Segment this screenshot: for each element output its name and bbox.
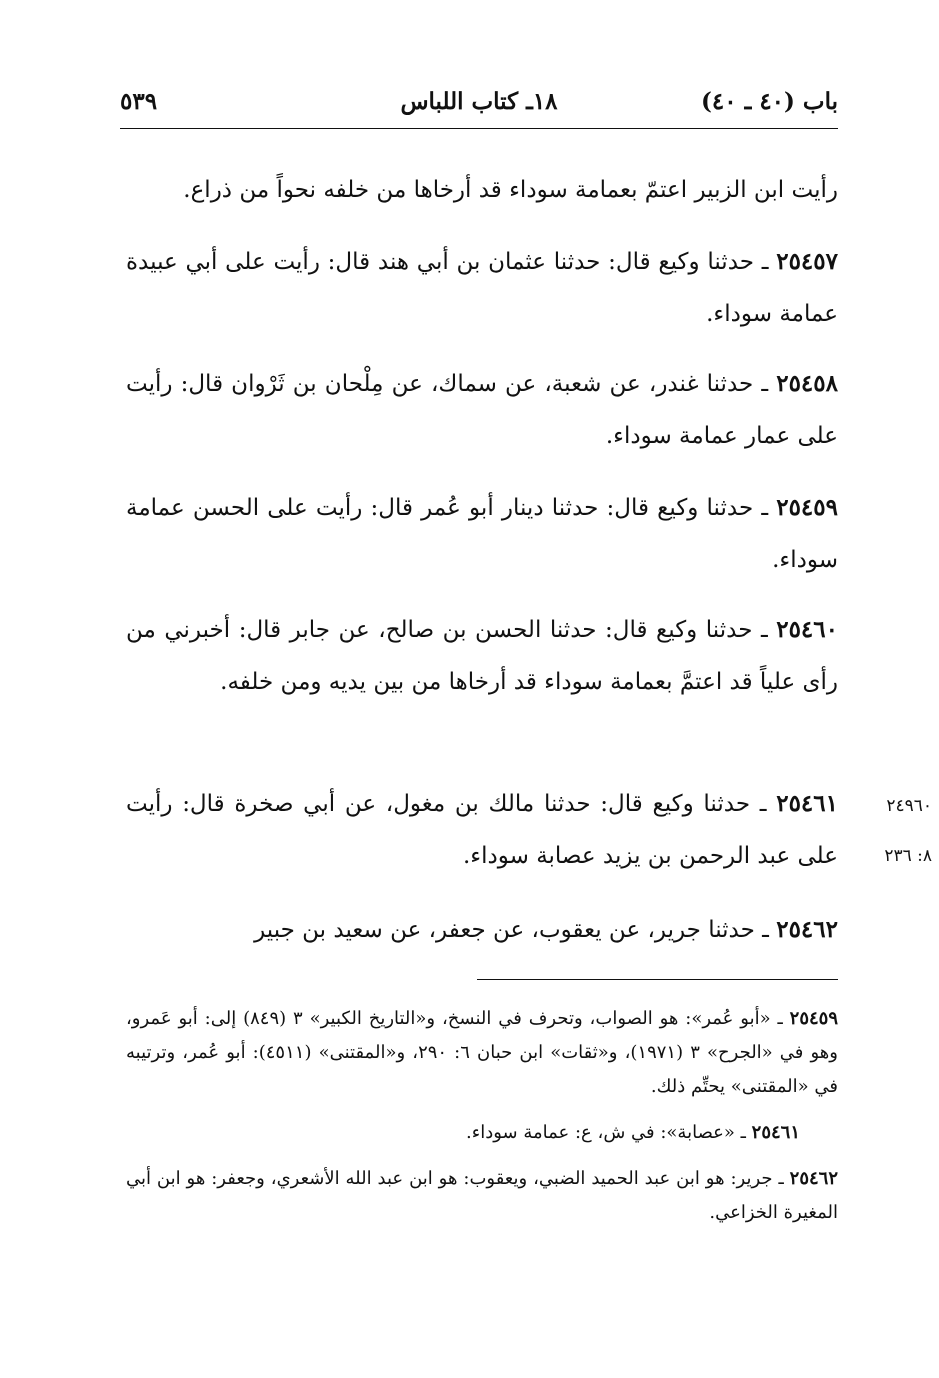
hadith-25458 (126, 358, 838, 462)
hadith-number: ٢٥٤٦١ (776, 790, 838, 817)
paragraph-text: رأيت ابن الزبير اعتمّ بعمامة سوداء قد أرخاها من خلفه نحواً من ذراع. (183, 177, 838, 203)
footnotes (126, 1002, 838, 1242)
margin-reference-number: ٢٤٩٦٠ (886, 796, 932, 816)
hadith-number: ٢٥٤٥٨ (776, 370, 838, 397)
footnote-25459 (126, 1002, 838, 1104)
hadith-text: ـ حدثنا غندر، عن شعبة، عن سماك، عن مِلْحان بن ثَرْوان قال: رأيت على عمار عمامة سوداء. (126, 371, 838, 449)
page-header (120, 84, 838, 124)
hadith-25460 (126, 604, 838, 708)
footnote-divider (477, 979, 838, 980)
hadith-25461 (126, 778, 838, 882)
footnote-25461 (126, 1116, 838, 1150)
hadith-text: ـ حدثنا وكيع قال: حدثنا مالك بن مغول، عن أبي صخرة قال: رأيت على عبد الرحمن بن يزيد عصابة سوداء. (126, 791, 838, 869)
header-divider (120, 128, 838, 129)
hadith-number: ٢٥٤٦٠ (776, 616, 838, 643)
paragraph-continuation (126, 164, 838, 216)
hadith-number: ٢٥٤٦٢ (776, 916, 838, 943)
hadith-number: ٢٥٤٥٩ (776, 494, 838, 521)
hadith-number: ٢٥٤٥٧ (776, 248, 838, 275)
footnote-text: ـ «عصابة»: في ش، ع: عمامة سوداء. (466, 1122, 752, 1143)
hadith-text: ـ حدثنا وكيع قال: حدثنا دينار أبو عُمر قال: رأيت على الحسن عمامة سوداء. (126, 495, 838, 573)
page-number: ٥٣٩ (120, 88, 158, 115)
footnote-text: ـ «أبو عُمر»: هو الصواب، وتحرف في النسخ، و«التاريخ الكبير» ٣ (٨٤٩) إلى: أبو عَمرو، وهو في «الجرح» ٣ (١٩٧١)، و«ثقات» ابن حبان ٦: ٢٩٠، و«المقتنى» (٤٥١١): أبو عُمر، وترتيبه في «المقتنى» يحتِّم ذلك. (126, 1008, 838, 1097)
hadith-25462 (126, 904, 838, 956)
hadith-text: ـ حدثنا جرير، عن يعقوب، عن جعفر، عن سعيد بن جبير (254, 917, 777, 943)
book-title: ١٨ـ كتاب اللباس (400, 88, 558, 115)
footnote-text: ـ جرير: هو ابن عبد الحميد الضبي، ويعقوب: هو ابن عبد الله الأشعري، وجعفر: هو ابن أبي المغيرة الخزاعي. (126, 1168, 838, 1223)
footnote-25462 (126, 1162, 838, 1230)
hadith-25459 (126, 482, 838, 586)
hadith-25457 (126, 236, 838, 340)
hadith-text: ـ حدثنا وكيع قال: حدثنا الحسن بن صالح، عن جابر قال: أخبرني من رأى علياً قد اعتمَّ بعمامة سوداء قد أرخاها من بين يديه ومن خلفه. (126, 617, 838, 695)
hadith-text: ـ حدثنا وكيع قال: حدثنا عثمان بن أبي هند قال: رأيت على أبي عبيدة عمامة سوداء. (126, 249, 838, 327)
footnote-number: ٢٥٤٦١ (751, 1122, 800, 1143)
margin-volume-page: ٨: ٢٣٦ (884, 846, 932, 866)
footnote-number: ٢٥٤٥٩ (789, 1008, 838, 1029)
chapter-section-label: باب (٤٠ ـ ٤٠) (700, 88, 838, 115)
footnote-number: ٢٥٤٦٢ (789, 1168, 838, 1189)
